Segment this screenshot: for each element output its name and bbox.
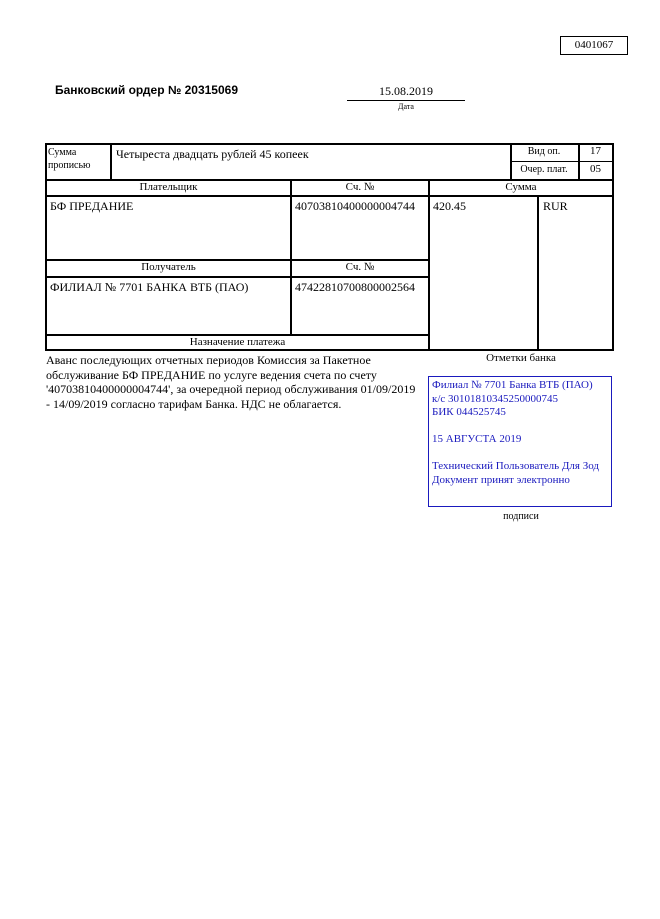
recipient-account-header: Сч. №: [345, 261, 375, 273]
recipient-account-number: 47422810700800002564: [295, 280, 415, 294]
currency-column-divider: [537, 195, 539, 351]
recipient-name: ФИЛИАЛ № 7701 БАНКА ВТБ (ПАО): [50, 280, 249, 294]
stamp-bank-name: Филиал № 7701 Банка ВТБ (ПАО): [432, 379, 593, 391]
table-border-top: [45, 143, 614, 145]
stamp-blank-1: [432, 420, 608, 434]
sum-column-divider: [428, 179, 430, 351]
signatures-caption: подписи: [503, 511, 539, 522]
document-date: 15.08.2019: [379, 84, 433, 98]
bank-stamp-box: [428, 376, 612, 507]
date-caption: Дата: [398, 102, 414, 111]
payer-account-number: 40703810400000004744: [295, 199, 415, 213]
bank-marks-header: Отметки банка: [486, 352, 556, 364]
table-border-right: [612, 143, 614, 351]
amount-label-divider: [110, 143, 112, 181]
amount-in-words: Четыреста двадцать рублей 45 копеек: [116, 147, 309, 161]
currency-code: RUR: [543, 199, 568, 213]
document-title: Банковский ордер № 20315069: [55, 83, 238, 97]
payer-header: Плательщик: [139, 181, 198, 193]
stamp-electronic-note: Документ принят электронно: [432, 473, 570, 486]
op-type-label: Вид оп.: [527, 146, 561, 157]
form-code: 0401067: [560, 36, 628, 55]
header-row-bottom-line: [45, 195, 614, 197]
op-priority-divider: [510, 161, 614, 162]
table-border-left: [45, 143, 47, 351]
stamp-operator: Технический Пользователь Для Зод: [432, 460, 600, 472]
priority-label: Очер. плат.: [520, 164, 568, 175]
table-border-bottom: [45, 349, 614, 351]
recipient-header-bottom-line: [45, 276, 428, 278]
payer-name: БФ ПРЕДАНИЕ: [50, 199, 134, 213]
recipient-header: Получатель: [141, 261, 196, 273]
stamp-date: 15 АВГУСТА 2019: [432, 433, 522, 445]
amount-words-label: Сумма прописью: [48, 147, 91, 171]
payer-account-header: Сч. №: [345, 181, 375, 193]
purpose-header: Назначение платежа: [189, 336, 286, 348]
op-type-value: 17: [590, 145, 601, 157]
stamp-corr-account: к/с 30101810345250000745: [432, 392, 559, 405]
stamp-blank-2: [432, 447, 608, 461]
stamp-bik: БИК 044525745: [432, 406, 506, 418]
priority-value: 05: [590, 163, 601, 175]
date-underline: [347, 100, 465, 101]
account-column-divider: [290, 179, 292, 336]
payment-purpose-text: Аванс последующих отчетных периодов Комиссия за Пакетное обслуживание БФ ПРЕДАНИЕ по услуге ведения счета по счету '40703810400000004744', за очередной период обслуживания 01/09/2019 - 14/09/2019 согласно тарифам Банка. НДС не облагается.: [46, 353, 416, 411]
sum-value: 420.45: [433, 199, 466, 213]
sum-header: Сумма: [505, 181, 537, 193]
